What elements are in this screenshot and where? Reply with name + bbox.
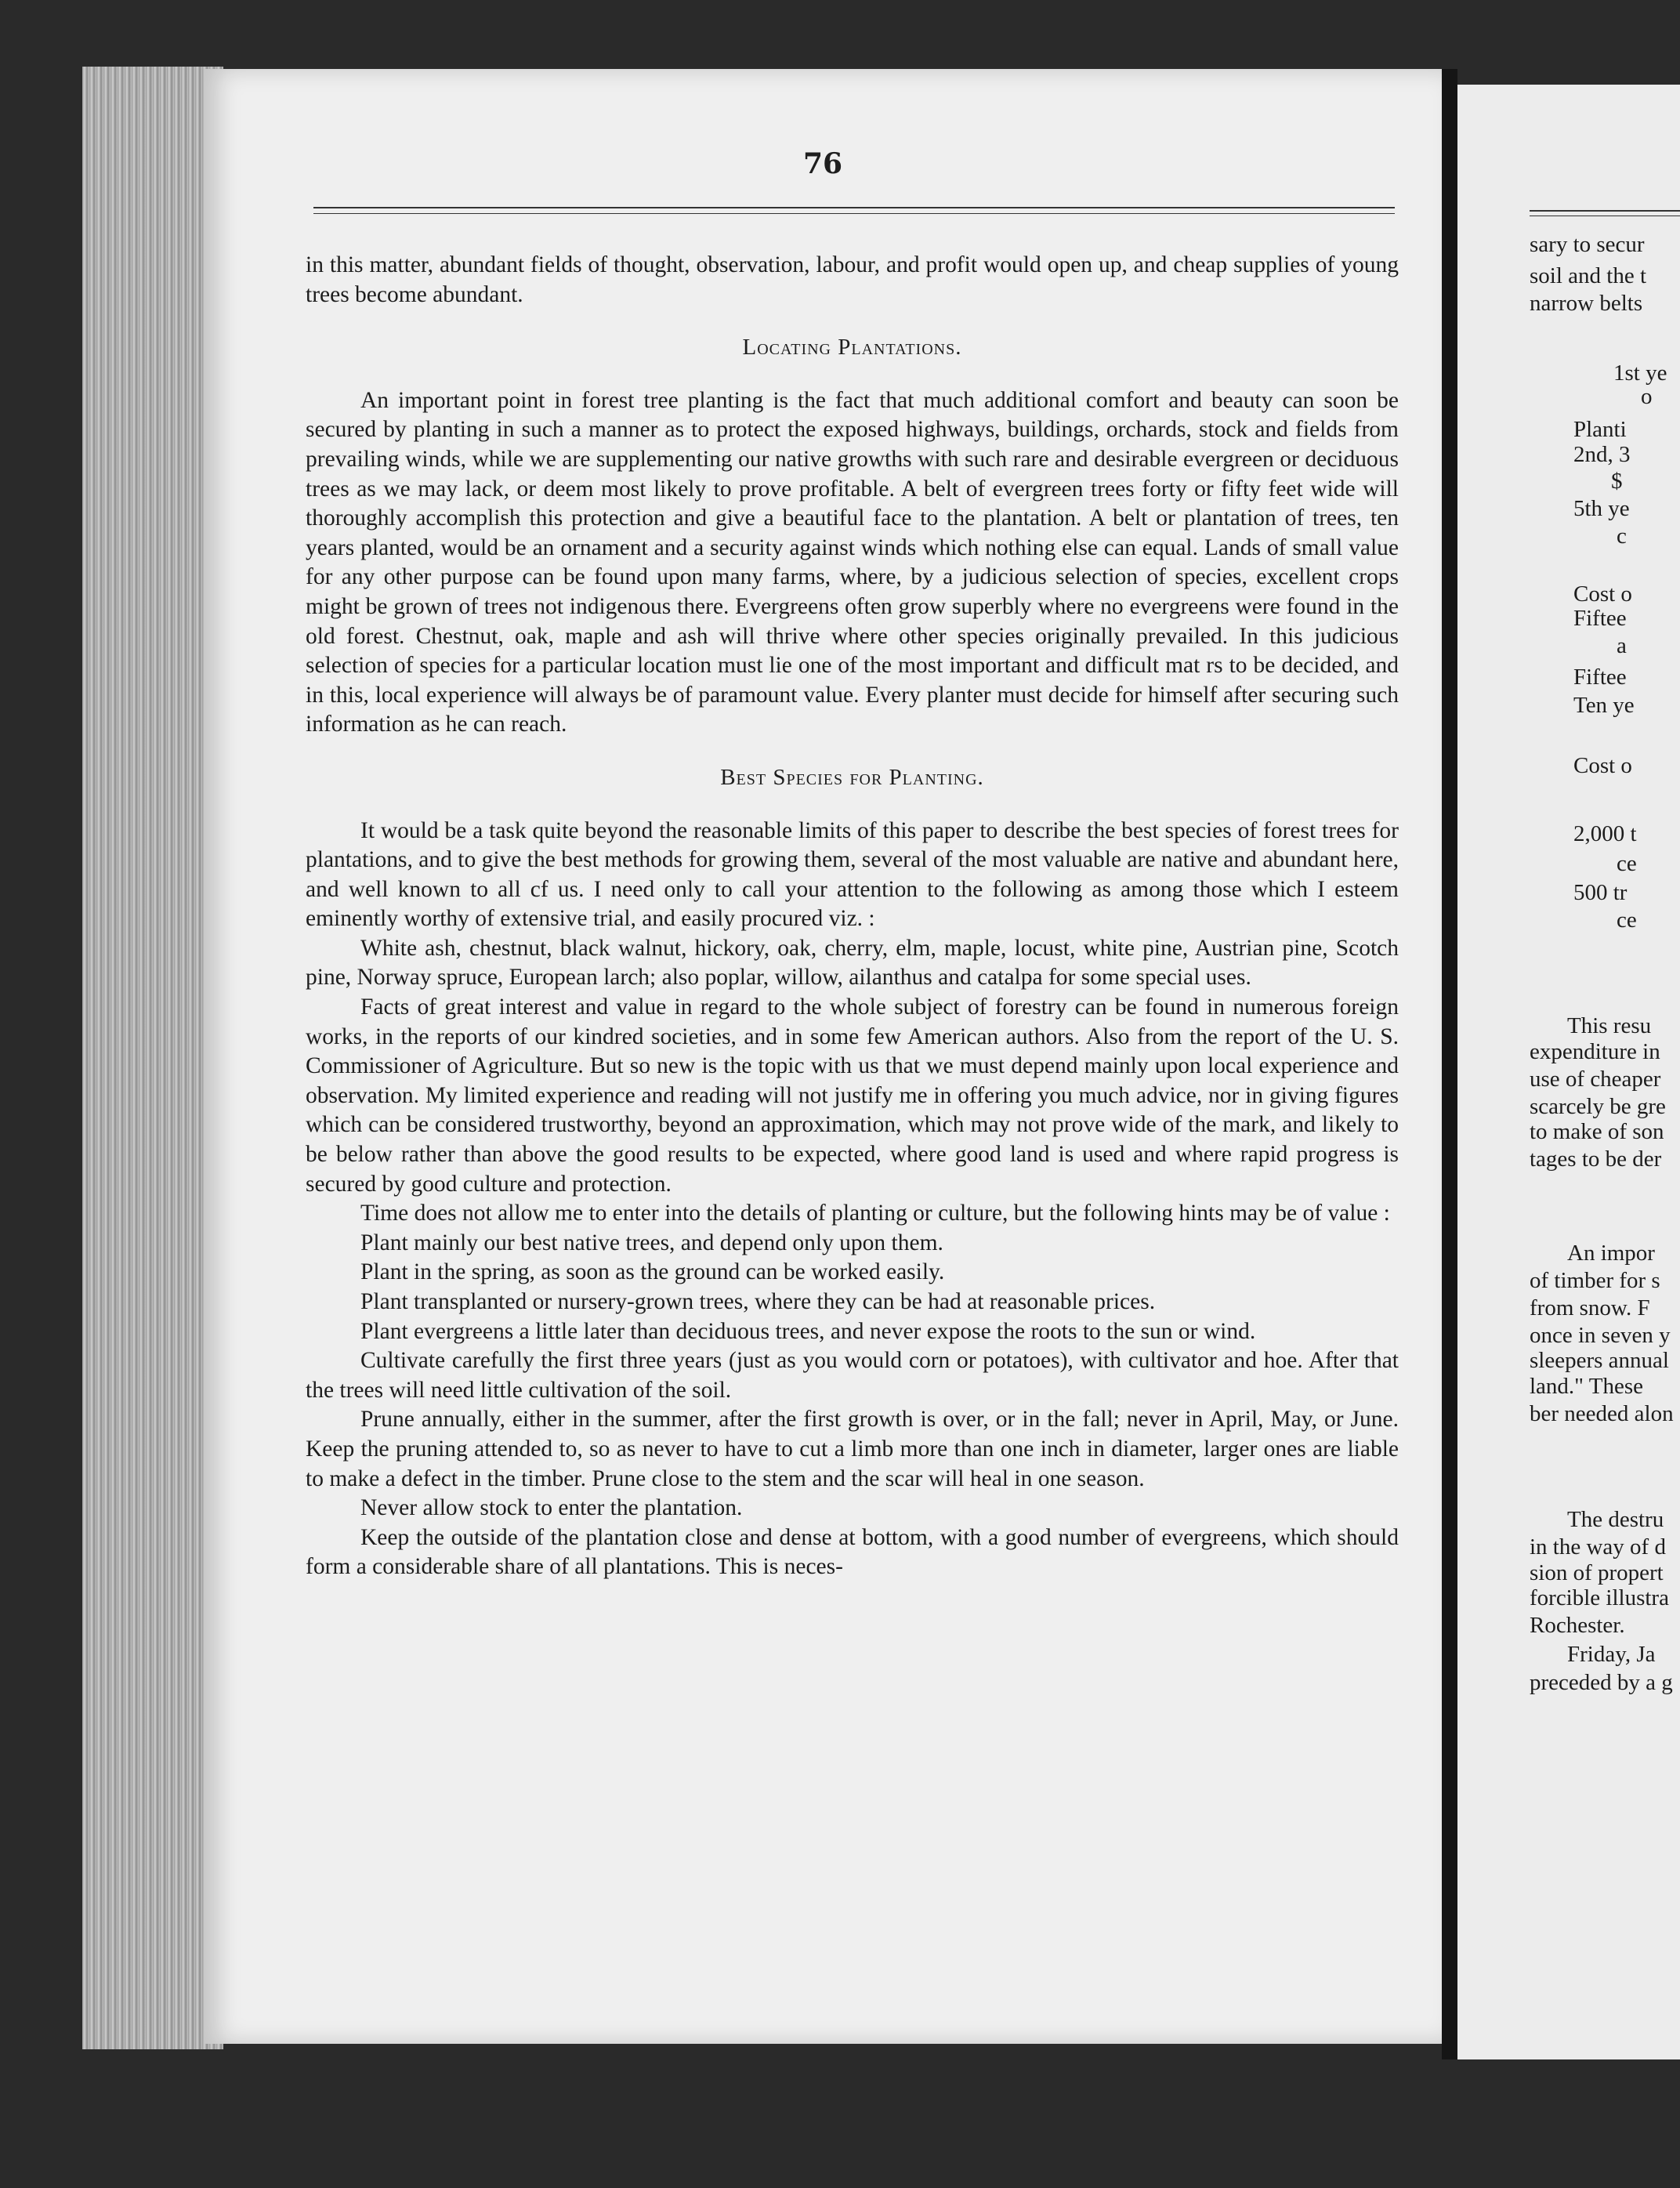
body-paragraph: Prune annually, either in the summer, after the first growth is over, or in the fall; never in April, May, or June. Keep the pruning attended to, so as never to have to cut a limb more than one inch in diameter, larger ones are liable to make a defect in the timber. Prune close to the stem and the scar will heal in one season. — [306, 1407, 1399, 1491]
right-page-line: Planti — [1573, 417, 1627, 442]
right-page-line: sleepers annual — [1530, 1348, 1669, 1373]
right-page-line: Friday, Ja — [1567, 1642, 1656, 1667]
page-number: 76 — [802, 147, 843, 180]
right-page-line: from snow. F — [1530, 1295, 1650, 1320]
right-page-line: narrow belts — [1530, 291, 1643, 316]
section-heading: Best Species for Planting. — [720, 764, 984, 790]
body-paragraph: Time does not allow me to enter into the details of planting or culture, but the following hints may be of value : — [360, 1201, 1390, 1226]
right-page-line: Ten ye — [1573, 693, 1635, 718]
right-page-line: in the way of d — [1530, 1534, 1666, 1559]
right-page-line: land." These — [1530, 1374, 1643, 1399]
body-paragraph: White ash, chestnut, black walnut, hickory, oak, cherry, elm, maple, locust, white pine, Austrian pine, Scotch pine, Norway spruce, European larch; also poplar, willow, ailanthus and catalpa for some special uses. — [306, 935, 1399, 991]
body-paragraph: Keep the outside of the plantation close and dense at bottom, with a good number of evergreens, which should form a considerable share of all plantations. This is neces- — [306, 1524, 1399, 1580]
right-page-line: Fiftee — [1573, 606, 1627, 631]
right-page-line: c — [1617, 523, 1627, 549]
right-page-line: sary to secur — [1530, 232, 1645, 257]
right-page-line: 1st ye — [1613, 360, 1667, 386]
page-edge-stack — [82, 67, 223, 2049]
right-page — [1457, 85, 1680, 2059]
right-page-line: of timber for s — [1530, 1268, 1660, 1293]
right-page-line: 2,000 t — [1573, 821, 1637, 846]
right-page-line: forcible illustra — [1530, 1585, 1669, 1610]
right-page-line: scarcely be gre — [1530, 1094, 1666, 1119]
right-page-line: This resu — [1567, 1013, 1652, 1038]
left-page — [204, 69, 1442, 2044]
right-page-line: An impor — [1567, 1241, 1655, 1266]
right-page-line: o — [1641, 384, 1653, 409]
right-page-line: to make of son — [1530, 1119, 1664, 1144]
section-heading: Locating Plantations. — [742, 335, 962, 360]
right-page-line: Rochester. — [1530, 1613, 1625, 1638]
right-page-line: Cost o — [1573, 581, 1632, 607]
left-page-text — [306, 251, 1399, 1582]
right-page-line: ce — [1617, 851, 1637, 876]
right-page-line: ber needed alon — [1530, 1401, 1674, 1426]
body-paragraph: Plant evergreens a little later than deciduous trees, and never expose the roots to the sun or wind. — [360, 1318, 1256, 1344]
right-page-line: ce — [1617, 907, 1637, 933]
right-header-rule — [1530, 210, 1680, 216]
right-page-line: once in seven y — [1530, 1323, 1671, 1348]
right-page-line: 5th ye — [1573, 496, 1630, 521]
body-paragraph: An important point in forest tree planting is the fact that much additional comfort and beauty can soon be secured by planting in such a manner as to protect the exposed highways, buildings, orchards, stock and fields from prevailing winds, while we are supplementing our native growths with such rare and desirable evergreen or deciduous trees as we may lack, or deem most likely to prove profitable. A belt of evergreen trees forty or fifty feet wide will thoroughly accomplish this protection and give a beautiful face to the plantation. A belt or plantation of trees, ten years planted, would be an ornament and a security against winds which nothing else can equal. Lands of small value for any other purpose can be found upon many farms, where, by a judicious selection of species, excellent crops might be grown of trees not indigenous there. Evergreens often grow superbly where no evergreens were found in the old forest. Chestnut, oak, maple and ash will thrive where other species originally prevailed. In this judicious selection of species for a particular location must lie one of the most important and difficult mat rs to be decided, and in this, local experience will always be of paramount value. Every planter must decide for himself after securing such information as he can reach. — [306, 387, 1399, 737]
right-page-line: soil and the t — [1530, 263, 1647, 288]
body-paragraph: Plant in the spring, as soon as the ground can be worked easily. — [360, 1259, 945, 1285]
body-paragraph: Plant transplanted or nursery-grown trees, where they can be had at reasonable prices. — [360, 1289, 1156, 1314]
right-page-line: The destru — [1567, 1507, 1664, 1532]
body-paragraph: Facts of great interest and value in regard to the whole subject of forestry can be found in numerous foreign works, in the reports of our kindred societies, and in some few American authors. Also from the report of the U. S. Commissioner of Agriculture. But so new is the topic with us that we must depend mainly upon local experience and observation. My limited experience and reading will not justify me in offering you much advice, nor in giving figures which can be considered trustworthy, beyond an approximation, which may not prove wide of the mark, and likely to be below rather than above the good results to be expected, where good land is used and where rapid progress is secured by good culture and protection. — [306, 994, 1399, 1197]
right-page-line: 500 tr — [1573, 880, 1628, 905]
right-page-line: expenditure in — [1530, 1039, 1660, 1064]
right-page-line: 2nd, 3 — [1573, 442, 1631, 467]
book-gutter — [1442, 69, 1457, 2059]
right-page-line: preceded by a g — [1530, 1670, 1673, 1695]
body-paragraph: Never allow stock to enter the plantation. — [360, 1495, 743, 1521]
right-page-line: use of cheaper — [1530, 1067, 1661, 1092]
right-page-line: Fiftee — [1573, 665, 1627, 690]
body-paragraph: Cultivate carefully the first three years (just as you would corn or potatoes), with cultivator and hoe. After that the trees will need little cultivation of the soil. — [306, 1348, 1399, 1403]
right-page-line: a — [1617, 633, 1627, 658]
right-page-line: sion of propert — [1530, 1560, 1664, 1585]
body-paragraph: Plant mainly our best native trees, and depend only upon them. — [360, 1230, 943, 1255]
right-page-line: $ — [1611, 469, 1623, 494]
header-rule — [313, 207, 1395, 214]
right-page-line: Cost o — [1573, 753, 1632, 778]
body-paragraph: It would be a task quite beyond the reasonable limits of this paper to describe the best species of forest trees for plantations, and to give the best methods for growing them, several of the most valuable are native and abundant here, and well known to all cf us. I need only to call your attention to the following as among those which I esteem eminently worthy of extensive trial, and easily procured viz. : — [306, 817, 1399, 932]
body-paragraph: in this matter, abundant fields of thought, observation, labour, and profit would open up, and cheap supplies of young trees become abundant. — [306, 252, 1399, 307]
right-page-line: tages to be der — [1530, 1147, 1662, 1172]
